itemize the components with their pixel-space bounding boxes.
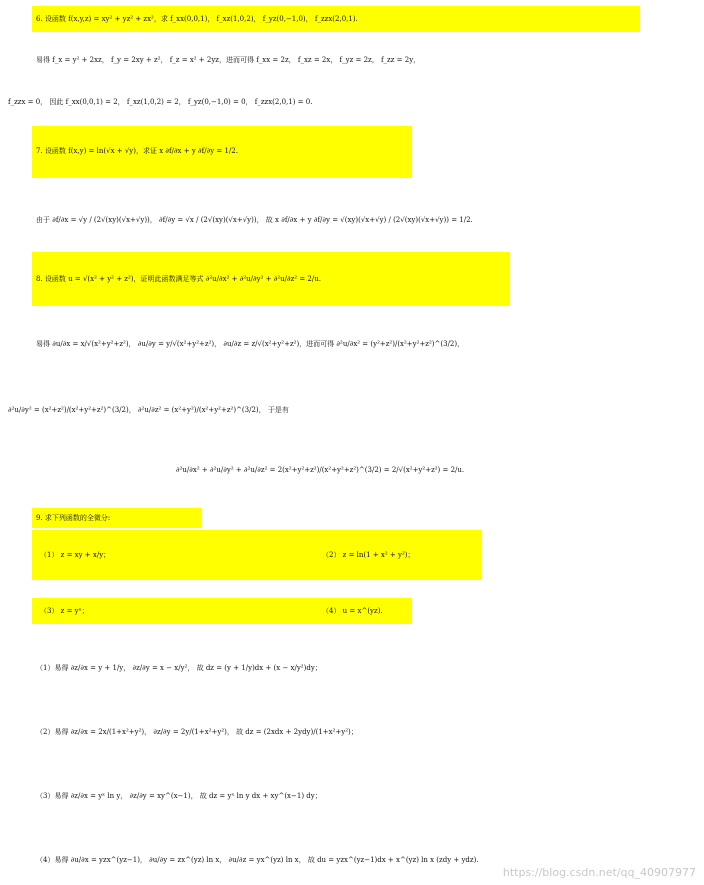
problem-9-solution-1: （1）易得 ∂z/∂x = y + 1/y， ∂z/∂y = x − x/y²， 故 dz = (y + 1/y)dx + (x − x/y²)dy；	[36, 664, 322, 672]
problem-9-solution-4: （4）易得 ∂u/∂x = yzx^(yz−1)， ∂u/∂y = zx^(yz) ln x， ∂u/∂z = yx^(yz) ln x， 故 du = yzx^(yz−1)dx + x^(yz) ln x (zdy + ydz).	[36, 856, 479, 864]
problem-8-statement: 8. 设函数 u = √(x² + y² + z²)，证明此函数满足等式 ∂²u/∂x² + ∂²u/∂y² + ∂²u/∂z² = 2/u.	[36, 275, 321, 283]
problem-9-solution-2: （2）易得 ∂z/∂x = 2x/(1+x²+y²)， ∂z/∂y = 2y/(1+x²+y²)， 故 dz = (2xdx + 2ydy)/(1+x²+y²)；	[36, 728, 358, 736]
problem-8-solution-line2: ∂²u/∂y² = (x²+z²)/(x²+y²+z²)^(3/2)， ∂²u/∂z² = (x²+y²)/(x²+y²+z²)^(3/2)， 于是有	[8, 406, 289, 414]
problem-6-solution-line2: f_zzx = 0， 因此 f_xx(0,0,1) = 2， f_xz(1,0,2) = 2， f_yz(0,−1,0) = 0， f_zzx(2,0,1) = 0.	[8, 98, 313, 106]
problem-9-solution-3: （3）易得 ∂z/∂x = yˣ ln y， ∂z/∂y = xy^(x−1)， 故 dz = yˣ ln y dx + xy^(x−1) dy；	[36, 792, 322, 800]
problem-6-solution-line1: 易得 f_x = y² + 2xz， f_y = 2xy + z²， f_z = x² + 2yz，进而可得 f_xx = 2z， f_xz = 2x， f_yz = 2z， f_zz = 2y，	[36, 56, 421, 64]
problem-8-solution-line3: ∂²u/∂x² + ∂²u/∂y² + ∂²u/∂z² = 2(x²+y²+z²)/(x²+y²+z²)^(3/2) = 2/√(x²+y²+z²) = 2/u.	[176, 466, 465, 474]
watermark: https://blog.csdn.net/qq_40907977	[502, 866, 696, 879]
problem-9-item-3: （3） z = yˣ；	[40, 607, 89, 615]
problem-9-item-1: （1） z = xy + x/y；	[40, 551, 111, 559]
problem-9-item-2: （2） z = ln(1 + x² + y²)；	[322, 551, 415, 559]
problem-9-heading: 9. 求下列函数的全微分:	[36, 514, 111, 522]
problem-8-solution-line1: 易得 ∂u/∂x = x/√(x²+y²+z²)， ∂u/∂y = y/√(x²+y²+z²)， ∂u/∂z = z/√(x²+y²+z²)，进而可得 ∂²u/∂x² = (y²+z²)/(x²+y²+z²)^(3/2)，	[36, 340, 465, 348]
problem-9-item-4: （4） u = x^(yz).	[322, 607, 383, 615]
problem-7-solution: 由于 ∂f/∂x = √y / (2√(xy)(√x+√y))， ∂f/∂y = √x / (2√(xy)(√x+√y))， 故 x ∂f/∂x + y ∂f/∂y = √(xy)(√x+√y) / (2√(xy)(√x+√y)) = 1/2.	[36, 216, 473, 224]
problem-7-statement: 7. 设函数 f(x,y) = ln(√x + √y)，求证 x ∂f/∂x + y ∂f/∂y = 1/2.	[36, 147, 238, 155]
problem-6-statement: 6. 设函数 f(x,y,z) = xy² + yz² + zx²，求 f_xx(0,0,1)， f_xz(1,0,2)， f_yz(0,−1,0)， f_zzx(2,0,1).	[36, 15, 358, 23]
